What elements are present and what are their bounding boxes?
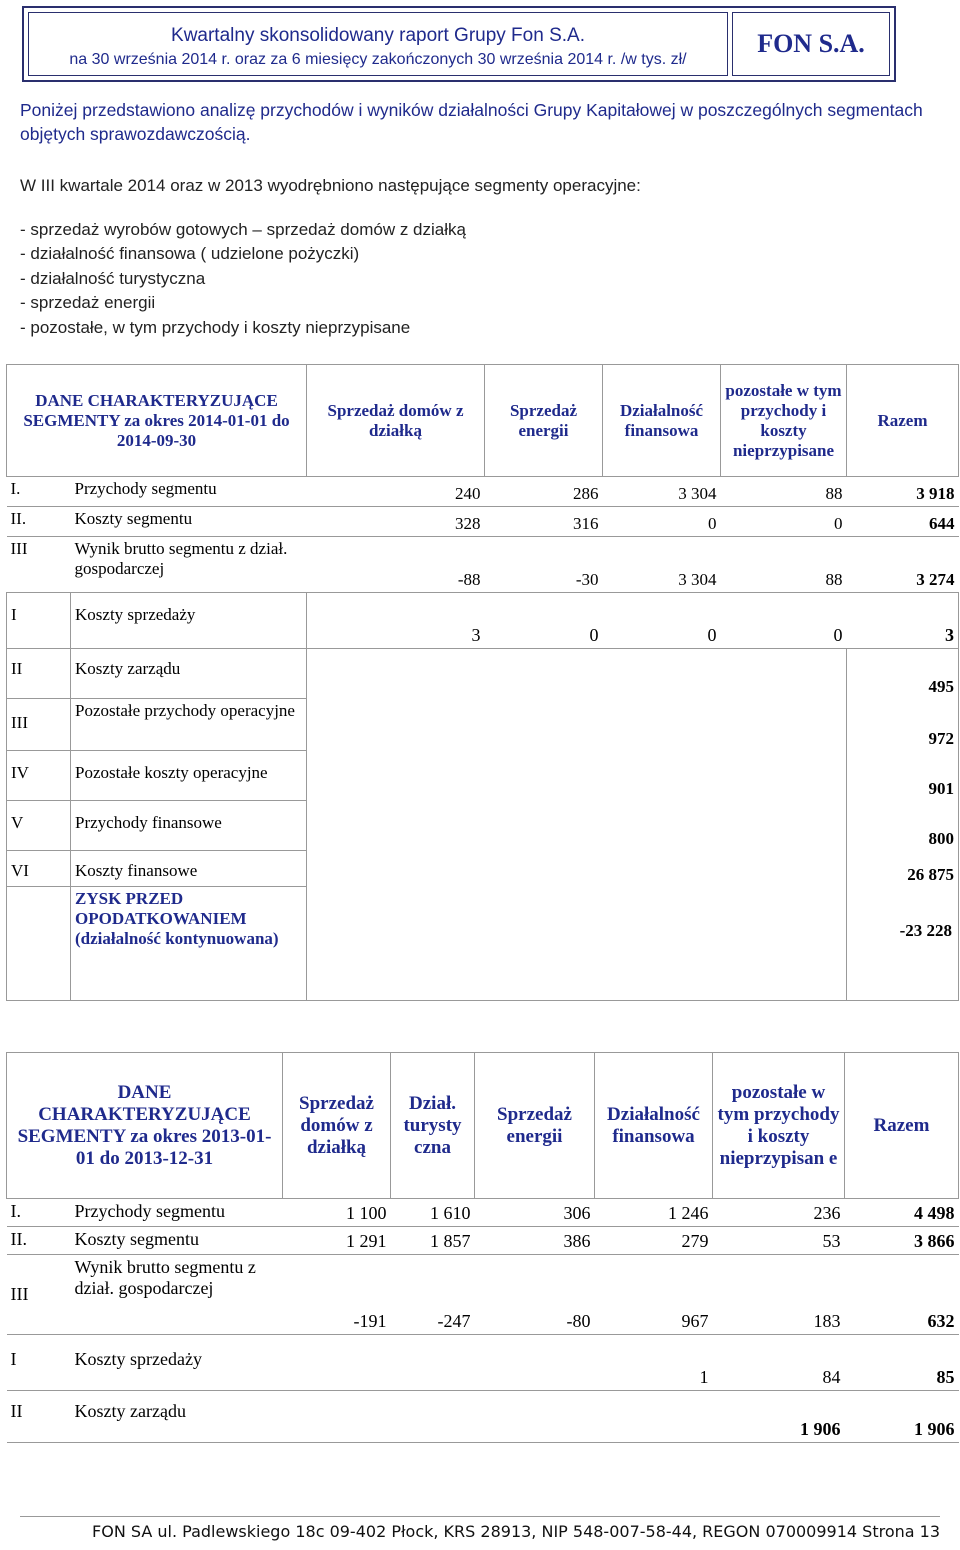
row-label: ZYSK PRZED OPODATKOWANIEM (działalność kontynuowana) <box>71 887 307 1001</box>
row-number: I. <box>7 477 71 507</box>
intro-paragraph: Poniżej przedstawiono analizę przychodów i wyników działalności Grupy Kapitałowej w poszczególnych segmentach objętych sprawozdawczością. <box>20 100 923 144</box>
cell-total: 3 918 <box>847 477 959 507</box>
cell-value: 0 <box>721 593 847 649</box>
row-label: Wynik brutto segmentu z dział. gospodarczej <box>71 537 307 593</box>
report-header <box>22 6 896 82</box>
segment-list <box>20 218 466 340</box>
cell-value: 0 <box>603 507 721 537</box>
cell-total: 4 498 <box>845 1199 959 1227</box>
cell-value: -30 <box>485 537 603 593</box>
cell-value: 88 <box>721 537 847 593</box>
cell-value: 1 100 <box>283 1199 391 1227</box>
table-row <box>7 649 959 699</box>
col-header: Sprzedaż energii <box>475 1053 595 1199</box>
segment-item: - działalność finansowa ( udzielone pożyczki) <box>20 244 360 264</box>
col-header: Działalność finansowa <box>595 1053 713 1199</box>
table-row <box>7 507 959 537</box>
row-number: II. <box>7 1227 71 1255</box>
row-label: Koszty finansowe <box>71 851 307 887</box>
report-subtitle: na 30 września 2014 r. oraz za 6 miesięcy zakończonych 30 września 2014 r. /w tys. zł/ <box>69 51 687 68</box>
cell-value: 1 610 <box>391 1199 475 1227</box>
cell-value: 0 <box>485 593 603 649</box>
report-title: Kwartalny skonsolidowany raport Grupy Fon S.A. <box>171 25 585 46</box>
cell-total: 495 <box>847 649 959 699</box>
row-number: II <box>7 1391 71 1443</box>
cell-value: 328 <box>307 507 485 537</box>
cell-value: 306 <box>475 1199 595 1227</box>
col-header: Dział. turysty czna <box>391 1053 475 1199</box>
segment-item: - sprzedaż wyrobów gotowych – sprzedaż domów z działką <box>20 220 466 239</box>
table-row <box>7 1199 959 1227</box>
cell-value: 0 <box>603 593 721 649</box>
cell-value: 1 857 <box>391 1227 475 1255</box>
row-number <box>7 887 71 1001</box>
cell-total: 3 866 <box>845 1227 959 1255</box>
cell-value: 53 <box>713 1227 845 1255</box>
cell-total: 3 274 <box>847 537 959 593</box>
cell-value: 286 <box>485 477 603 507</box>
cell-total: 901 <box>847 751 959 801</box>
cell-value <box>475 1335 595 1391</box>
table-row <box>7 477 959 507</box>
col-header: Sprzedaż domów z działką <box>283 1053 391 1199</box>
table-row <box>7 1391 959 1443</box>
cell-value: 236 <box>713 1199 845 1227</box>
segment-table-2014 <box>6 364 959 1001</box>
table-header-row <box>7 1053 959 1199</box>
cell-value <box>283 1391 391 1443</box>
cell-value: 88 <box>721 477 847 507</box>
cell-value <box>475 1391 595 1443</box>
col-header: Razem <box>845 1053 959 1199</box>
cell-total: 632 <box>845 1255 959 1335</box>
row-label: Przychody segmentu <box>71 1199 283 1227</box>
cell-value <box>391 1335 475 1391</box>
col-header: pozostałe w tym przychody i koszty nieprzypisan e <box>713 1053 845 1199</box>
cell-value: 1 906 <box>713 1391 845 1443</box>
col-header: Razem <box>847 365 959 477</box>
cell-total: 85 <box>845 1335 959 1391</box>
cell-value <box>595 1391 713 1443</box>
cell-value: 240 <box>307 477 485 507</box>
cell-value: 3 <box>307 593 485 649</box>
table-row <box>7 593 959 649</box>
row-number: V <box>7 801 71 851</box>
row-number: III <box>7 1255 71 1335</box>
cell-total: 26 875 <box>847 851 959 887</box>
table-row <box>7 851 959 887</box>
col-header: pozostałe w tym przychody i koszty nieprzypisane <box>721 365 847 477</box>
col-header: Sprzedaż domów z działką <box>307 365 485 477</box>
cell-value <box>391 1391 475 1443</box>
cell-value: 3 304 <box>603 537 721 593</box>
cell-value: 1 246 <box>595 1199 713 1227</box>
cell-total: 644 <box>847 507 959 537</box>
row-number: III <box>7 699 71 751</box>
cell-value: 967 <box>595 1255 713 1335</box>
row-label: Koszty segmentu <box>71 1227 283 1255</box>
row-label: Wynik brutto segmentu z dział. gospodarczej <box>71 1255 283 1335</box>
segment-item: - sprzedaż energii <box>20 293 156 313</box>
row-number: IV <box>7 751 71 801</box>
page-footer: FON SA ul. Padlewskiego 18c 09-402 Płock, KRS 28913, NIP 548-007-58-44, REGON 070009914 Strona 13 <box>92 1522 940 1541</box>
row-label: Pozostałe koszty operacyjne <box>71 751 307 801</box>
row-label: Koszty sprzedaży <box>71 593 307 649</box>
table-row <box>7 1255 959 1335</box>
cell-value: 316 <box>485 507 603 537</box>
cell-total: 972 <box>847 699 959 751</box>
cell-value: -88 <box>307 537 485 593</box>
cell-value: -80 <box>475 1255 595 1335</box>
table-row <box>7 537 959 593</box>
cell-value: -247 <box>391 1255 475 1335</box>
table-row <box>7 751 959 801</box>
cell-total: 800 <box>847 801 959 851</box>
row-label: Koszty zarządu <box>71 1391 283 1443</box>
table-row <box>7 1227 959 1255</box>
cell-total: 1 906 <box>845 1391 959 1443</box>
row-number: II <box>7 649 71 699</box>
row-label: Koszty sprzedaży <box>71 1335 283 1391</box>
brand-name: FON S.A. <box>757 29 865 58</box>
cell-value <box>283 1335 391 1391</box>
table-header-row <box>7 365 959 477</box>
row-number: I. <box>7 1199 71 1227</box>
cell-value: 279 <box>595 1227 713 1255</box>
report-title-box <box>28 12 728 76</box>
cell-value: 1 <box>595 1335 713 1391</box>
row-label: Przychody segmentu <box>71 477 307 507</box>
cell-total: 3 <box>847 593 959 649</box>
cell-value: 3 304 <box>603 477 721 507</box>
table-row <box>7 699 959 751</box>
brand-box <box>732 12 890 76</box>
cell-value: 386 <box>475 1227 595 1255</box>
footer-divider <box>20 1516 940 1517</box>
table-header-label: DANE CHARAKTERYZUJĄCE SEGMENTY za okres 2013-01-01 do 2013-12-31 <box>7 1053 283 1199</box>
table-header-label: DANE CHARAKTERYZUJĄCE SEGMENTY za okres 2014-01-01 do 2014-09-30 <box>7 365 307 477</box>
table-row <box>7 801 959 851</box>
row-label: Przychody finansowe <box>71 801 307 851</box>
segments-intro: W III kwartale 2014 oraz w 2013 wyodrębniono następujące segmenty operacyjne: <box>20 176 641 195</box>
table-row <box>7 1335 959 1391</box>
row-label: Pozostałe przychody operacyjne <box>71 699 307 751</box>
cell-total: -23 228 <box>847 887 959 1001</box>
segment-table-2013 <box>6 1052 959 1443</box>
cell-value: 84 <box>713 1335 845 1391</box>
col-header: Działalność finansowa <box>603 365 721 477</box>
segment-item: - działalność turystyczna <box>20 268 206 288</box>
row-label: Koszty zarządu <box>71 649 307 699</box>
row-number: II. <box>7 507 71 537</box>
cell-value: 183 <box>713 1255 845 1335</box>
row-number: VI <box>7 851 71 887</box>
cell-value: 1 291 <box>283 1227 391 1255</box>
row-label: Koszty segmentu <box>71 507 307 537</box>
segment-item: - pozostałe, w tym przychody i koszty nieprzypisane <box>20 317 411 337</box>
cell-value: 0 <box>721 507 847 537</box>
row-number: I <box>7 593 71 649</box>
row-number: I <box>7 1335 71 1391</box>
col-header: Sprzedaż energii <box>485 365 603 477</box>
row-number: III <box>7 537 71 593</box>
cell-value: -191 <box>283 1255 391 1335</box>
table-row <box>7 887 959 1001</box>
